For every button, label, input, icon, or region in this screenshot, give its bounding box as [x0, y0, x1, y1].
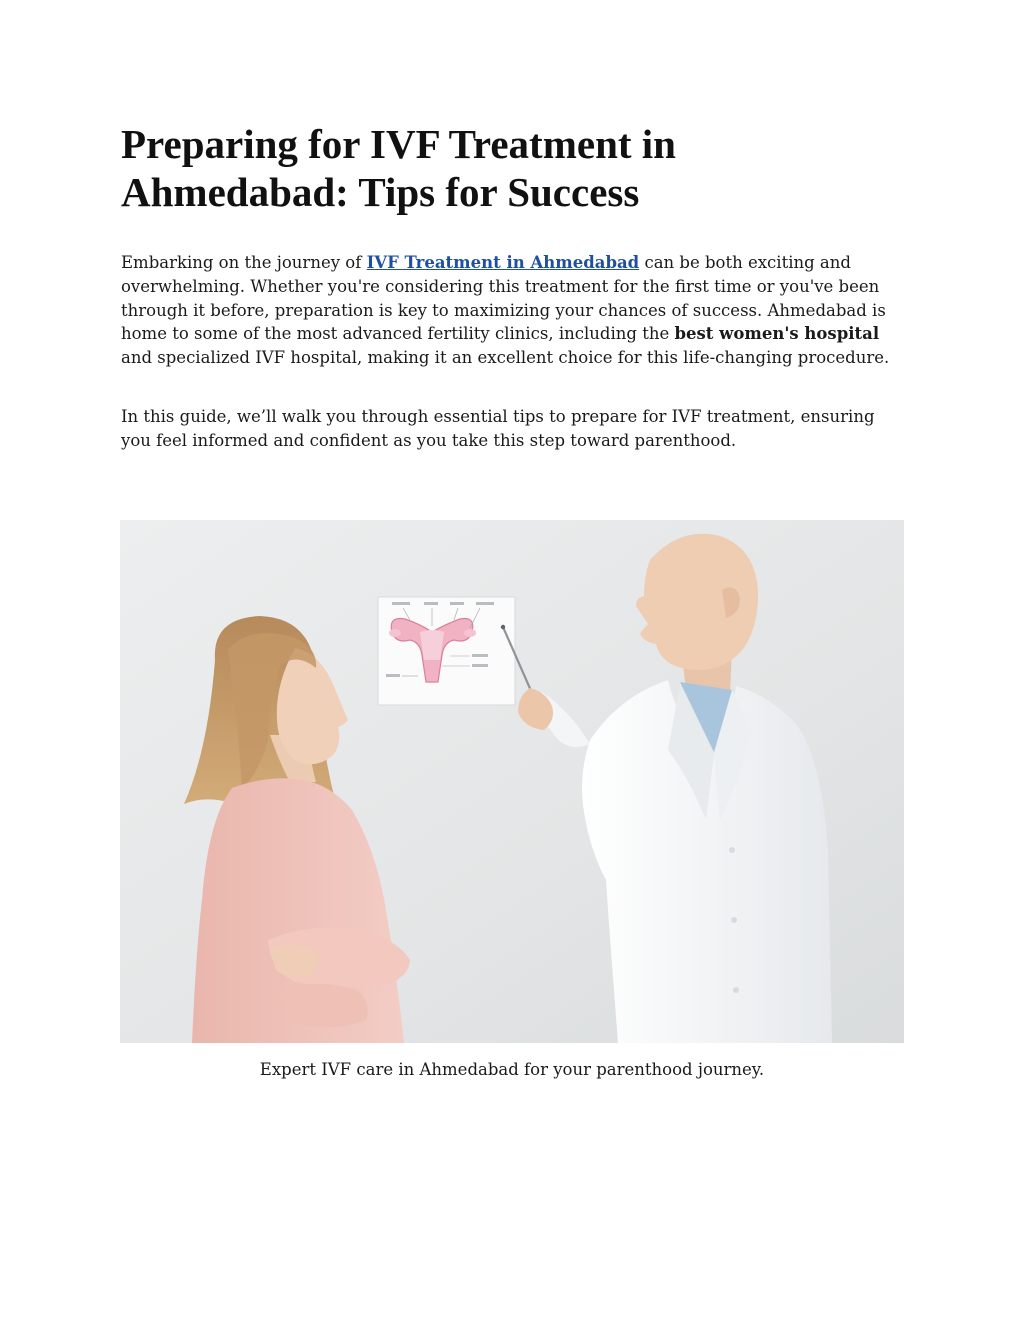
intro-text-middle: can be both exciting and overwhelming. Whether you're considering this treatment for the first time or you've been through it before, preparation is key to maximizing your chances of success. Ahmedabad is home to some of the most advanced fertility clinics, including the — [121, 253, 886, 344]
page-title: Preparing for IVF Treatment in Ahmedabad: Tips for Success — [121, 121, 676, 215]
intro-paragraph — [121, 251, 905, 370]
uterus-diagram-poster — [378, 597, 515, 705]
article — [121, 120, 905, 453]
photo-caption: Expert IVF care in Ahmedabad for your parenthood journey. — [259, 1060, 765, 1079]
ivf-treatment-link[interactable]: IVF Treatment in Ahmedabad — [366, 253, 640, 272]
intro-text-end: and specialized IVF hospital, making it an excellent choice for this life-changing procedure. — [121, 348, 890, 368]
article-photo — [120, 520, 904, 1043]
best-womens-hospital-bold: best women's hospital — [674, 324, 880, 344]
guide-paragraph: In this guide, we’ll walk you through essential tips to prepare for IVF treatment, ensuring you feel informed and confident as you take this step toward parenthood. — [121, 406, 875, 450]
intro-text-start: Embarking on the journey of — [121, 253, 367, 272]
